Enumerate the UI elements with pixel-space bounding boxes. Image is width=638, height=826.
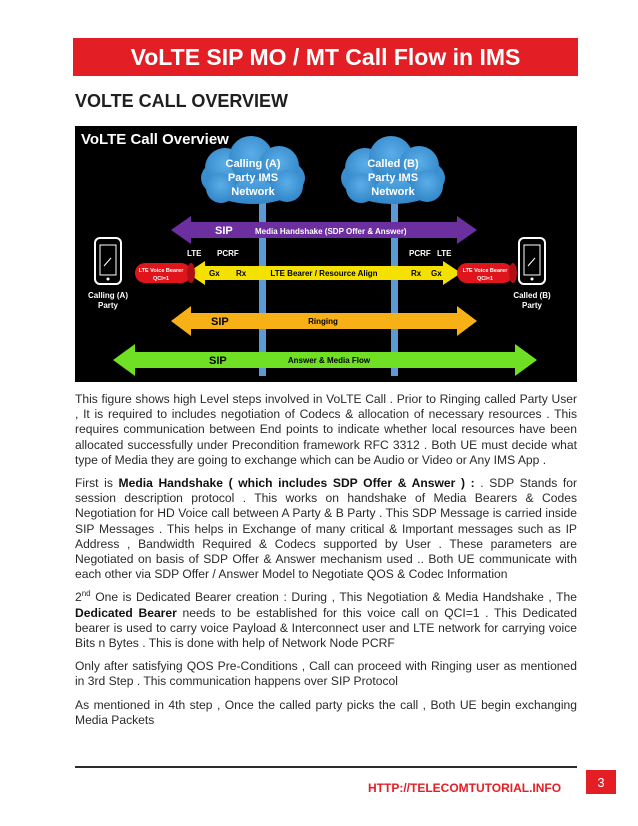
page-number: 3 xyxy=(586,770,616,794)
section-title: VOLTE CALL OVERVIEW xyxy=(75,91,289,111)
sip-handshake-tag: SIP xyxy=(215,225,233,237)
sip-answer-label: Answer & Media Flow xyxy=(287,356,371,365)
page-banner-title: VoLTE SIP MO / MT Call Flow in IMS xyxy=(73,38,578,76)
cloud-b-line-1: Called (B) xyxy=(367,158,419,170)
party-a-line-1: Calling (A) xyxy=(88,291,128,300)
bearer-right-line-1: LTE Voice Bearer xyxy=(462,268,508,274)
party-b-line-1: Called (B) xyxy=(513,291,551,300)
volte-call-overview-figure xyxy=(75,126,577,382)
rx-right-label: Rx xyxy=(411,269,422,278)
cloud-a-line-2: Party IMS xyxy=(227,172,279,184)
pcrf-right-label: PCRF xyxy=(409,249,431,258)
p3-sup: nd xyxy=(81,589,91,599)
p3-bold: Dedicated Bearer xyxy=(75,605,177,620)
gx-left-label: Gx xyxy=(209,269,220,278)
p3-b: needs to be established for this voice call on QCI=1 . This Dedicated bearer is used to carry voice Payload & Interconnect user and LTE network for carrying voice Bits n Bytes . This is done with help of Network Node PCRF xyxy=(75,605,578,651)
party-a-line-2: Party xyxy=(97,301,119,310)
bearer-align-label: LTE Bearer / Resource Align xyxy=(270,269,378,278)
paragraph-overview: This figure shows high Level steps involved in VoLTE Call . Prior to Ringing called Party User , It is required to includes negotiation of Codecs & allocation of necessary resources . This requires communication between End points to indicate whether local resources have been allocated successfully under Precondition framework RFC 3312 . Both UE must decide what type of Media they are going to exchange which can be Audio or Video or Any IMS App . xyxy=(75,392,577,467)
p2-start: First is xyxy=(75,476,119,491)
sip-handshake-label: Media Handshake (SDP Offer & Answer) xyxy=(255,227,407,236)
p2-rest: . SDP Stands for session description protocol . This works on handshake of Media Bearers & Codes Negotiation for HD Voice call between A Party & B Party . This SDP Message is carried inside SIP Messages . This helps in Exchange of many critical & Important messages such as IP Address , Bandwidth Required & Codecs supported by User . These parameters are Negotiated on basis of SDP Offer & Answer mechanism used .. Both UE communicate with each other via SDP Offer / Answer Model to Negotiate QOS & Codec Information xyxy=(75,476,577,582)
p2-bold: Media Handshake ( which includes SDP Offer & Answer ) : xyxy=(118,476,475,491)
call-flow-diagram xyxy=(75,126,577,382)
party-b-line-2: Party xyxy=(521,301,543,310)
pcrf-left-label: PCRF xyxy=(217,249,239,258)
article-body xyxy=(75,392,577,736)
paragraph-media-packets: As mentioned in 4th step , Once the called party picks the call , Both UE begin exchanging Media Packets xyxy=(75,697,577,727)
phone-b-icon xyxy=(519,238,545,284)
lte-right-label: LTE xyxy=(437,249,452,258)
sip-answer-tag: SIP xyxy=(209,355,227,367)
cloud-b-line-3: Network xyxy=(371,186,415,198)
sip-ringing-tag: SIP xyxy=(211,316,229,328)
bearer-left-line-2: QCI=1 xyxy=(152,276,170,282)
lte-left-label: LTE xyxy=(187,249,202,258)
paragraph-media-handshake xyxy=(75,476,577,582)
cloud-a-line-3: Network xyxy=(231,186,275,198)
cloud-b-line-2: Party IMS xyxy=(367,172,419,184)
bearer-left-line-1: LTE Voice Bearer xyxy=(138,268,184,274)
cloud-a-line-1: Calling (A) xyxy=(225,158,281,170)
paragraph-dedicated-bearer xyxy=(75,590,577,651)
p3-num: 2 xyxy=(75,590,82,605)
gx-right-label: Gx xyxy=(431,269,442,278)
figure-title: VoLTE Call Overview xyxy=(81,131,229,148)
phone-a-icon xyxy=(95,238,121,284)
sip-ringing-label: Ringing xyxy=(308,317,338,326)
footer-url: HTTP://TELECOMTUTORIAL.INFO xyxy=(368,781,562,795)
p3-a: One is Dedicated Bearer creation : During , This Negotiation & Media Handshake , The xyxy=(90,590,577,605)
paragraph-ringing: Only after satisfying QOS Pre-Conditions , Call can proceed with Ringing user as mentioned in 3rd Step . This communication happens over SIP Protocol xyxy=(75,659,577,689)
footer-divider xyxy=(75,766,577,768)
bearer-right-line-2: QCI=1 xyxy=(476,276,494,282)
rx-left-label: Rx xyxy=(236,269,247,278)
